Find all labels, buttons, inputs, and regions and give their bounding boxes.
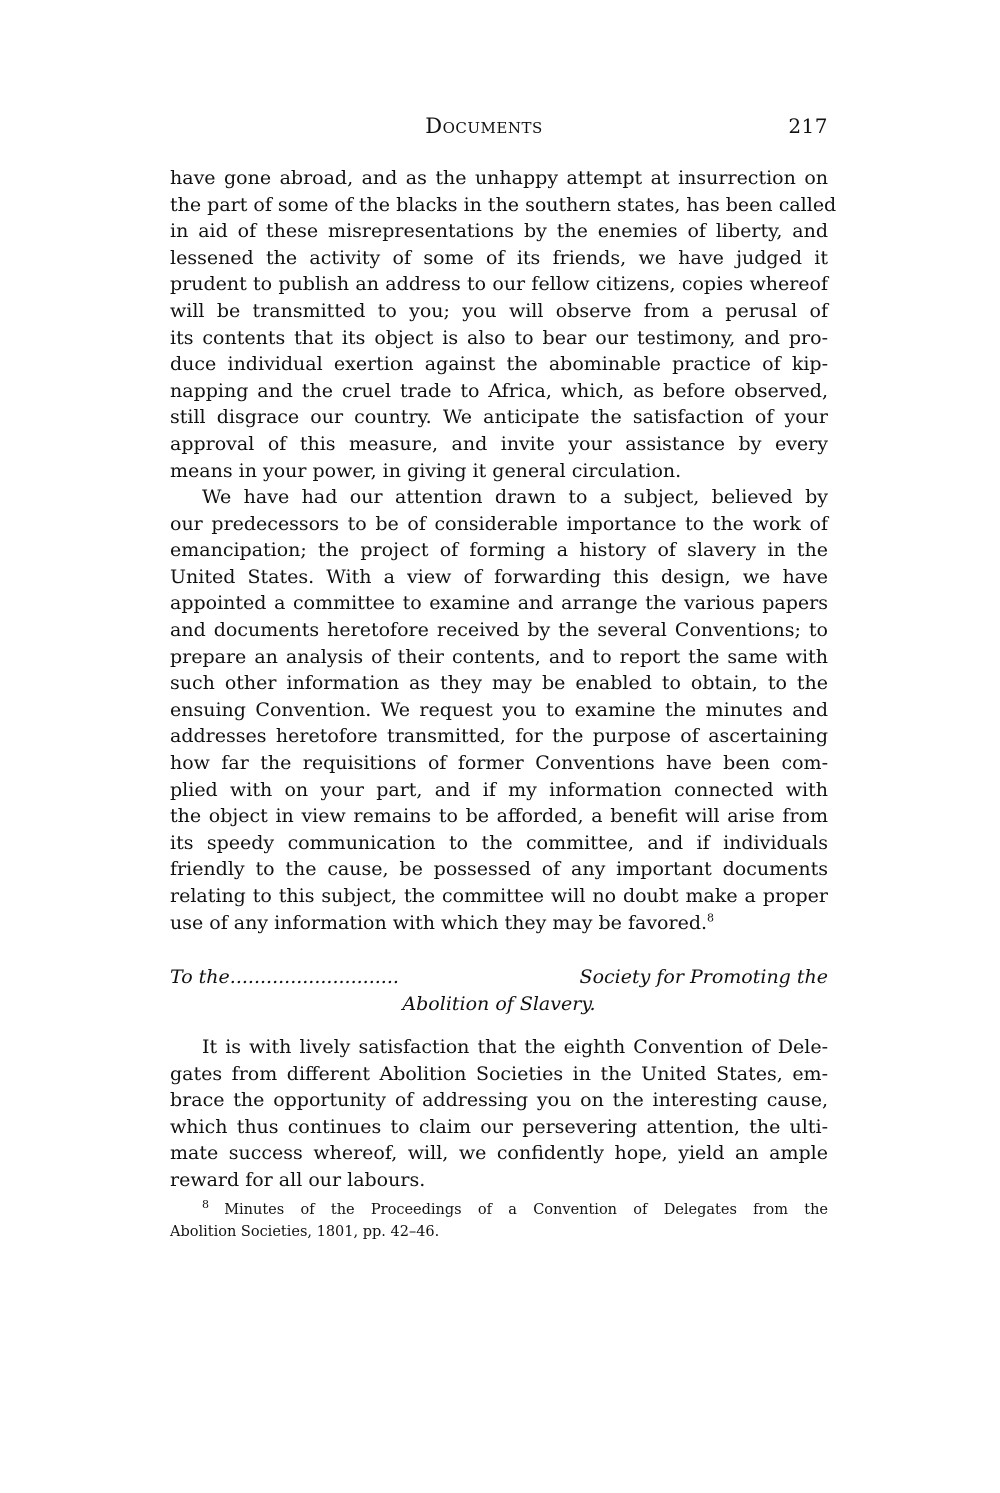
text-line: still disgrace our country. We anticipate the satisfaction of your	[170, 406, 828, 429]
text-line: relating to this subject, the committee will no doubt make a proper	[170, 884, 828, 907]
paragraph	[170, 484, 828, 936]
text-line: napping and the cruel trade to Africa, which, as before observed,	[170, 379, 828, 402]
text-line: We have had our attention drawn to a subject, believed by	[202, 486, 828, 508]
text-line: the object in view remains to be afforded, a benefit will arise from	[170, 805, 828, 828]
salutation	[170, 964, 828, 1017]
text-line: mate success whereof, will, we confidently hope, yield an ample	[170, 1142, 828, 1165]
text-line: such other information as they may be enabled to obtain, to the	[170, 672, 828, 695]
salutation-to: To the............................	[170, 966, 399, 988]
footnote-line	[170, 1199, 828, 1221]
salutation-line2: Abolition of Slavery.	[402, 992, 596, 1015]
salutation-society: Society for Promoting the	[579, 966, 828, 988]
text-line: how far the requisitions of former Conventions have been com-	[170, 751, 828, 774]
text-line: the part of some of the blacks in the southern states, has been called	[170, 193, 837, 216]
text-line: will be transmitted to you; you will observe from a perusal of	[170, 299, 828, 322]
text-line: its speedy communication to the committee, and if individuals	[170, 831, 828, 854]
text-line: lessened the activity of some of its friends, we have judged it	[170, 246, 828, 269]
text-line: our predecessors to be of considerable importance to the work of	[170, 512, 828, 535]
text-line: friendly to the cause, be possessed of any important documents	[170, 858, 828, 881]
text-line: prepare an analysis of their contents, and to report the same with	[170, 645, 828, 668]
text-line: United States. With a view of forwarding this design, we have	[170, 565, 828, 588]
footnote	[170, 1199, 828, 1243]
text-line: ensuing Convention. We request you to examine the minutes and	[170, 698, 828, 721]
text-line: which thus continues to claim our persevering attention, the ulti-	[170, 1115, 828, 1138]
text-line: brace the opportunity of addressing you on the interesting cause,	[170, 1089, 828, 1112]
text-line: prudent to publish an address to our fellow citizens, copies whereof	[170, 273, 828, 296]
salutation-dots: ............................	[229, 966, 399, 988]
footnote-marker: 8	[202, 1198, 225, 1212]
text-line: It is with lively satisfaction that the eighth Convention of Dele-	[202, 1036, 828, 1058]
text-line: duce individual exertion against the abominable practice of kip-	[170, 353, 828, 376]
footnote-text: Abolition Societies, 1801, pp. 42–46.	[170, 1224, 440, 1240]
text-line: addresses heretofore transmitted, for the purpose of ascertaining	[170, 725, 828, 748]
text-line: reward for all our labours.	[170, 1168, 426, 1191]
text-line: its contents that its object is also to bear our testimony, and pro-	[170, 326, 828, 349]
text-line: plied with on your part, and if my information connected with	[170, 778, 828, 801]
text-line: have gone abroad, and as the unhappy attempt at insurrection on	[170, 167, 828, 189]
text-line: gates from different Abolition Societies in the United States, em-	[170, 1062, 828, 1085]
text-line: appointed a committee to examine and arrange the various papers	[170, 592, 828, 615]
paragraph	[170, 1034, 828, 1194]
text-line: in aid of these misrepresentations by the enemies of liberty, and	[170, 220, 828, 243]
footnote-line	[170, 1221, 828, 1243]
text-line: means in your power, in giving it general circulation.	[170, 459, 682, 482]
text-line: approval of this measure, and invite your assistance by every	[170, 432, 828, 455]
footnote-ref: 8	[707, 911, 715, 925]
text-line: emancipation; the project of forming a history of slavery in the	[170, 539, 828, 562]
running-head: Documents	[425, 114, 543, 138]
text-line: and documents heretofore received by the several Conventions; to	[170, 618, 828, 641]
page-number: 217	[788, 114, 828, 138]
footnote-text: Minutes of the Proceedings of a Convention of Delegates from the	[224, 1202, 829, 1218]
paragraph	[170, 165, 837, 484]
text-line: use of any information with which they may be favored.$^8$	[170, 911, 715, 934]
